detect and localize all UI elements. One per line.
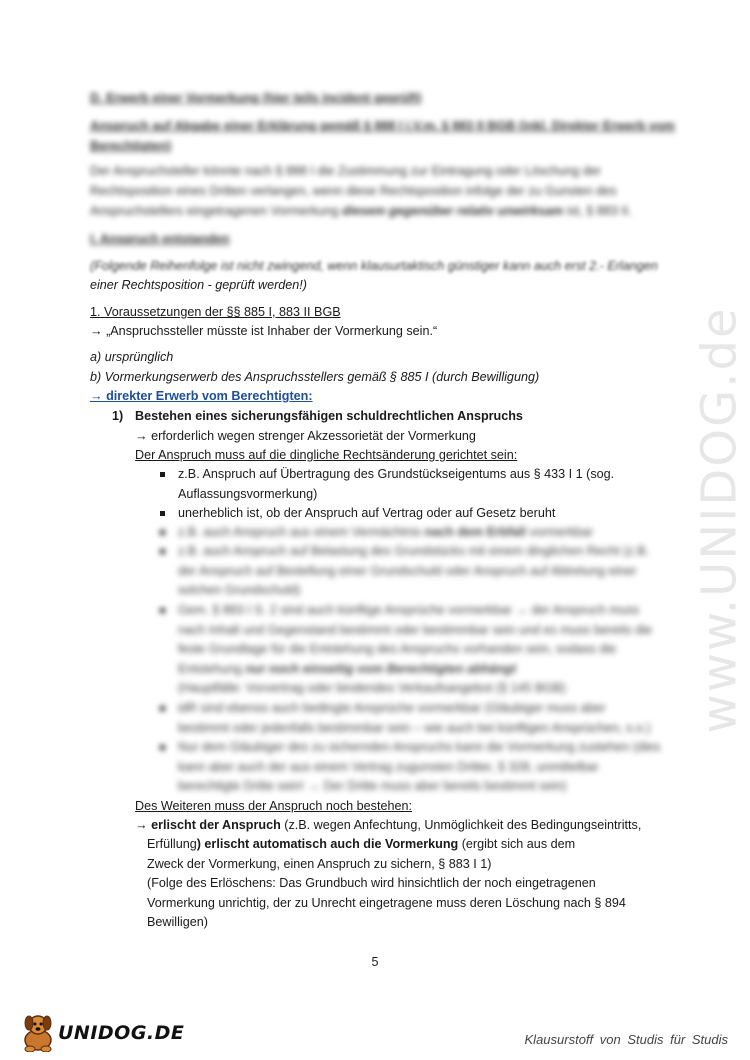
intro-line-2: Rechtsposition eines Dritten verlangen, wenn diese Rechtsposition infolge der zu Gunsten des — [90, 184, 617, 198]
bullet-3b: nach dem Erbfall — [424, 525, 526, 539]
requirements-heading: 1. Voraussetzungen der §§ 885 I, 883 II BGB — [90, 305, 341, 319]
sub-heading: I. Anspruch entstanden — [90, 232, 230, 246]
option-a: a) ursprünglich — [90, 350, 174, 364]
square-bullet-icon — [160, 706, 165, 711]
bullet-item-1 — [160, 465, 678, 504]
extinction-text-2a: Erfüllung — [147, 837, 197, 851]
extinction-line-2 — [147, 835, 575, 855]
square-bullet-icon — [160, 745, 165, 750]
requirement-1-number: 1) — [112, 409, 124, 423]
further-heading: Des Weiteren muss der Anspruch noch bestehen: — [135, 799, 412, 813]
intro-line-3b: diesem gegenüber relativ unwirksam — [342, 204, 564, 218]
watermark — [690, 280, 750, 760]
square-bullet-icon — [160, 472, 165, 477]
bullet-item-6 — [160, 699, 678, 738]
bullet-5-line-1: Gem. § 883 I S. 2 sind auch künftige Ansprüche vormerkbar → der Anspruch muss — [178, 603, 640, 617]
bullet-7-line-1: Nur dem Gläubiger des zu sichernden Anspruchs kann die Vormerkung zustehen (dies — [178, 740, 661, 754]
bullet-5-line-4b: nur noch einseitig vom Berechtigten abhängt — [245, 661, 517, 676]
bullet-3-text — [178, 523, 678, 543]
bullet-2-text: unerheblich ist, ob der Anspruch auf Vertrag oder auf Gesetz beruht — [178, 506, 556, 520]
extinction-bold-2: ) erlischt automatisch auch die Vormerkung — [196, 837, 459, 851]
intro-line-3 — [90, 202, 632, 222]
extinction-text-2c: (ergibt sich aus dem — [458, 837, 576, 851]
square-bullet-icon — [160, 549, 165, 554]
bullet-5-line-4a: Entstehung — [178, 661, 246, 676]
intro-line-3c: ist, § 883 II. — [563, 204, 632, 218]
extinction-line-6: Bewilligen) — [147, 915, 208, 929]
bullet-item-4 — [160, 542, 678, 601]
bullet-item-7 — [160, 738, 678, 797]
bullet-item-5 — [160, 601, 678, 699]
bullet-3a: z.B. auch Anspruch aus einem Vermächtnis — [178, 525, 425, 539]
bullet-4-line-2: der Anspruch auf Bestellung einer Grundschuld oder Anspruch auf Abtretung einer — [178, 563, 637, 578]
section-heading: D. Erwerb einer Vormerkung (hier teils incident geprüft) — [90, 91, 422, 105]
unidog-logo — [18, 1010, 185, 1052]
bullet-item-3 — [160, 523, 678, 543]
claim-title-line-1: Anspruch auf Abgabe einer Erklärung gemäß § 888 I i.V.m. § 883 II BGB (inkl. Direkter Erwerb vom — [90, 119, 675, 133]
option-b: b) Vormerkungserwerb des Anspruchsstellers gemäß § 885 I (durch Bewilligung) — [90, 370, 540, 384]
bullet-4-line-3: solchen Grundschuld) — [178, 583, 301, 597]
intro-line-1: Der Anspruchsteller könnte nach § 888 I die Zustimmung zur Eintragung oder Löschung der — [90, 164, 602, 178]
bullet-7-line-3: berechtigte Dritte sein! → Der Dritte muss aber bereits bestimmt sein) — [178, 779, 567, 793]
bullet-1-line-2: Auflassungsvormerkung) — [178, 486, 318, 501]
bullet-4-line-1: z.B. auch Anspruch auf Belastung des Grundstücks mit einem dinglichen Recht (z.B. — [178, 544, 650, 558]
italic-note-line-1: (Folgende Reihenfolge ist nicht zwingend, wenn klausurtaktisch günstiger kann auch erst 2.- Erlangen — [90, 259, 658, 273]
square-bullet-icon — [160, 608, 165, 613]
page-number: 5 — [371, 955, 379, 969]
bullet-1-line-1: z.B. Anspruch auf Übertragung des Grundstückseigentums aus § 433 I 1 (sog. — [178, 467, 615, 481]
logo-text: UNIDOG.DE — [58, 1022, 185, 1044]
watermark-text: www.UNIDOG.de — [691, 306, 748, 734]
bullet-5-line-4 — [178, 660, 678, 680]
bullet-6-line-1: idR sind ebenso auch bedingte Ansprüche vormerkbar (Gläubiger muss aber — [178, 701, 606, 715]
bullet-3c: vormerkbar — [525, 525, 594, 539]
footer-slogan: Klausurstoff von Studis für Studis — [524, 1032, 728, 1047]
extinction-line-5: Vormerkung unrichtig, der zu Unrecht eingetragene muss deren Löschung nach § 894 — [147, 896, 626, 910]
italic-note-line-2: einer Rechtsposition - geprüft werden!) — [90, 278, 308, 292]
direct-acquisition-heading: → direkter Erwerb vom Berechtigten: — [90, 389, 313, 403]
square-bullet-icon — [160, 511, 165, 516]
claim-title-line-2: Berechtigten) — [90, 139, 172, 153]
bullet-5-line-5: (Hauptfälle: Vorvertrag oder bindendes Verkaufsangebot (§ 145 BGB) — [178, 681, 566, 695]
dog-icon — [18, 1010, 58, 1052]
requirements-arrow-line: → „Anspruchssteller müsste ist Inhaber der Vormerkung sein.“ — [90, 324, 438, 338]
bullet-6-line-2: bestimmt oder jedenfalls bestimmbar sein – wie auch bei künftigen Ansprüchen, s.o.) — [178, 720, 651, 735]
extinction-text-1: (z.B. wegen Anfechtung, Unmöglichkeit des Bedingungseintritts, — [280, 818, 642, 832]
extinction-line-3: Zweck der Vormerkung, einen Anspruch zu sichern, § 883 I 1) — [147, 857, 492, 871]
extinction-line-4: (Folge des Erlöschens: Das Grundbuch wird hinsichtlich der noch eingetragenen — [147, 876, 596, 890]
bullet-7-line-2: kann aber auch der aus einem Vertrag zugunsten Dritter, § 328, unmittelbar — [178, 759, 599, 774]
bullet-item-2 — [160, 504, 678, 524]
extinction-line-1 — [135, 816, 641, 836]
bullet-5-line-3: feste Grundlage für die Entstehung des Anspruchs vorhanden sein, sodass die — [178, 642, 617, 656]
square-bullet-icon — [160, 530, 165, 535]
bullet-5-line-2: nach Inhalt und Gegenstand bestimmt oder bestimmbar sein und es muss bereits die — [178, 622, 652, 637]
requirement-1-arrow: → erforderlich wegen strenger Akzessorietät der Vormerkung — [135, 429, 476, 443]
requirement-1-title: Bestehen eines sicherungsfähigen schuldrechtlichen Anspruchs — [135, 409, 523, 423]
extinction-bold-1: erlischt der Anspruch — [151, 818, 281, 832]
extinction-arrow: → — [135, 818, 152, 832]
requirement-1-subheading: Der Anspruch muss auf die dingliche Rechtsänderung gerichtet sein: — [135, 448, 518, 462]
intro-line-3a: Anspruchstellers eingetragenen Vormerkung — [90, 204, 343, 218]
